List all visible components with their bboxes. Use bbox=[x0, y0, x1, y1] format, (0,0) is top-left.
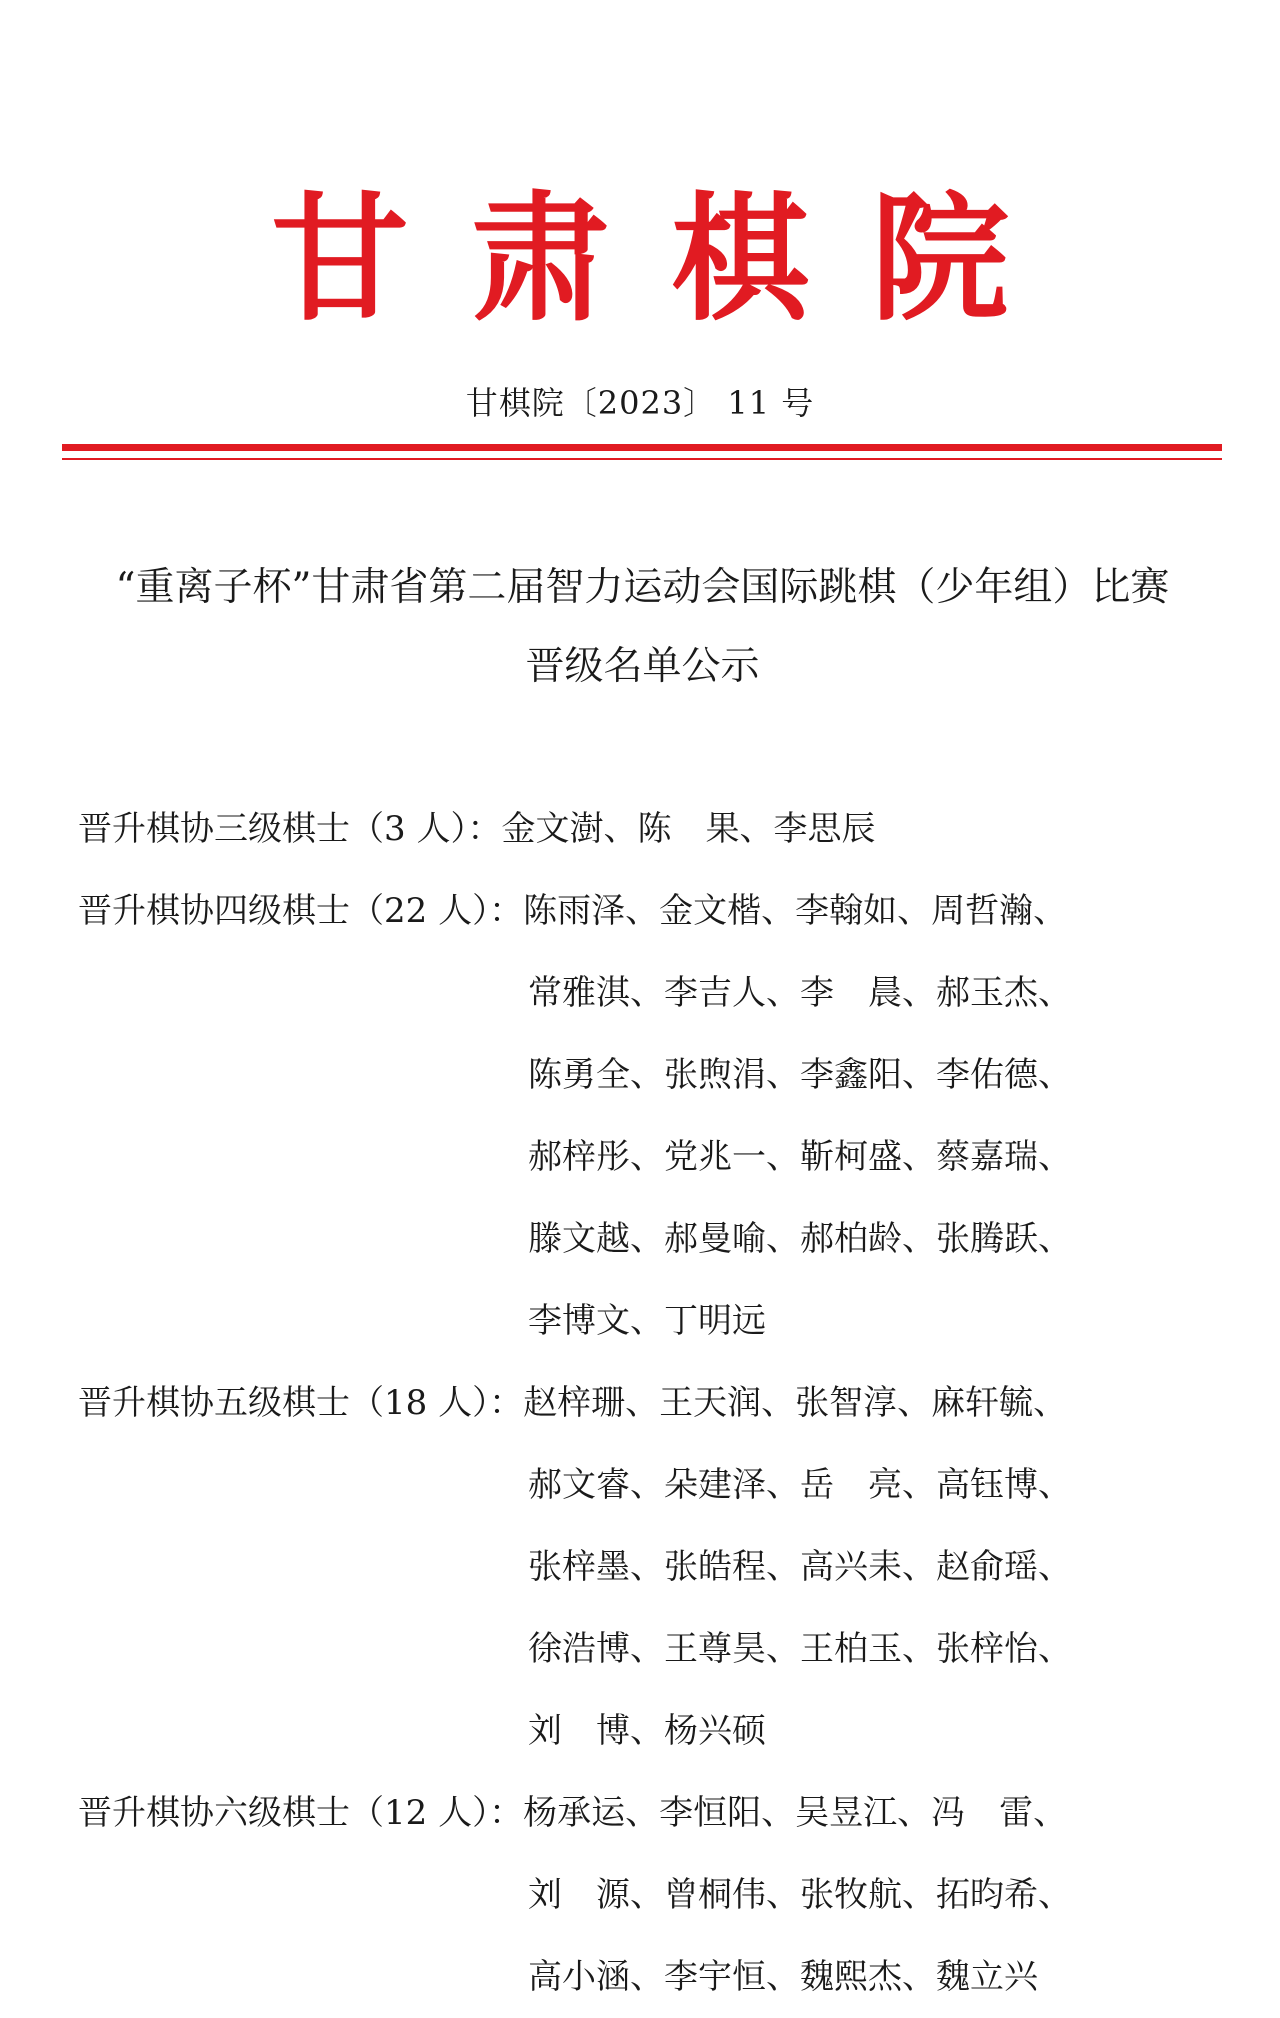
list-row bbox=[78, 1116, 1228, 1198]
section-label: 晋升棋协三级棋士（3 人）： bbox=[78, 809, 502, 849]
red-divider-thick bbox=[62, 444, 1222, 451]
promotion-list bbox=[78, 788, 1228, 2018]
masthead bbox=[0, 179, 1280, 340]
names-line: 常雅淇、李吉人、李 晨、郝玉杰、 bbox=[528, 973, 1072, 1013]
list-row bbox=[78, 952, 1228, 1034]
section-label: 晋升棋协四级棋士（22 人）： bbox=[78, 891, 524, 931]
names-line: 陈雨泽、金文楷、李翰如、周哲瀚、 bbox=[523, 891, 1068, 931]
list-row bbox=[78, 1608, 1228, 1690]
section-label: 晋升棋协六级棋士（12 人）： bbox=[78, 1793, 524, 1833]
list-row bbox=[78, 870, 1228, 952]
list-row bbox=[78, 1690, 1228, 1772]
names-line: 杨承运、李恒阳、吴昱江、冯 雷、 bbox=[523, 1793, 1068, 1833]
names-line: 刘 博、杨兴硕 bbox=[528, 1711, 766, 1751]
names-line: 郝文睿、朵建泽、岳 亮、高钰博、 bbox=[528, 1465, 1072, 1505]
names-line: 李博文、丁明远 bbox=[528, 1301, 766, 1341]
section-label: 晋升棋协五级棋士（18 人）： bbox=[78, 1383, 524, 1423]
list-row bbox=[78, 1936, 1228, 2018]
list-row bbox=[78, 1854, 1228, 1936]
list-row bbox=[78, 1526, 1228, 1608]
names-line: 金文澍、陈 果、李思辰 bbox=[501, 809, 876, 849]
document-title bbox=[60, 548, 1225, 706]
list-row bbox=[78, 788, 1228, 870]
masthead-char: 棋 bbox=[670, 179, 809, 340]
names-line: 徐浩博、王尊昊、王柏玉、张梓怡、 bbox=[528, 1629, 1072, 1669]
list-row bbox=[78, 1444, 1228, 1526]
list-row bbox=[78, 1034, 1228, 1116]
names-line: 赵梓珊、王天润、张智淳、麻轩毓、 bbox=[523, 1383, 1068, 1423]
list-row bbox=[78, 1198, 1228, 1280]
names-line: 张梓墨、张皓程、高兴耒、赵俞瑶、 bbox=[528, 1547, 1072, 1587]
title-line-1: “重离子杯”甘肃省第二届智力运动会国际跳棋（少年组）比赛 bbox=[115, 565, 1170, 610]
list-row bbox=[78, 1362, 1228, 1444]
red-divider-thin bbox=[62, 458, 1222, 460]
masthead-char: 肃 bbox=[470, 179, 609, 340]
names-line: 高小涵、李宇恒、魏熙杰、魏立兴 bbox=[528, 1957, 1038, 1997]
document-number: 甘棋院〔2023〕 11 号 bbox=[465, 384, 815, 422]
title-line-2: 晋级名单公示 bbox=[525, 644, 760, 689]
list-row bbox=[78, 1280, 1228, 1362]
masthead-char: 甘 bbox=[270, 179, 409, 340]
names-line: 陈勇全、张煦涓、李鑫阳、李佑德、 bbox=[528, 1055, 1072, 1095]
masthead-char: 院 bbox=[870, 179, 1009, 340]
names-line: 刘 源、曾桐伟、张牧航、拓昀希、 bbox=[528, 1875, 1072, 1915]
list-row bbox=[78, 1772, 1228, 1854]
names-line: 滕文越、郝曼喻、郝柏龄、张腾跃、 bbox=[528, 1219, 1072, 1259]
names-line: 郝梓彤、党兆一、靳柯盛、蔡嘉瑞、 bbox=[528, 1137, 1072, 1177]
